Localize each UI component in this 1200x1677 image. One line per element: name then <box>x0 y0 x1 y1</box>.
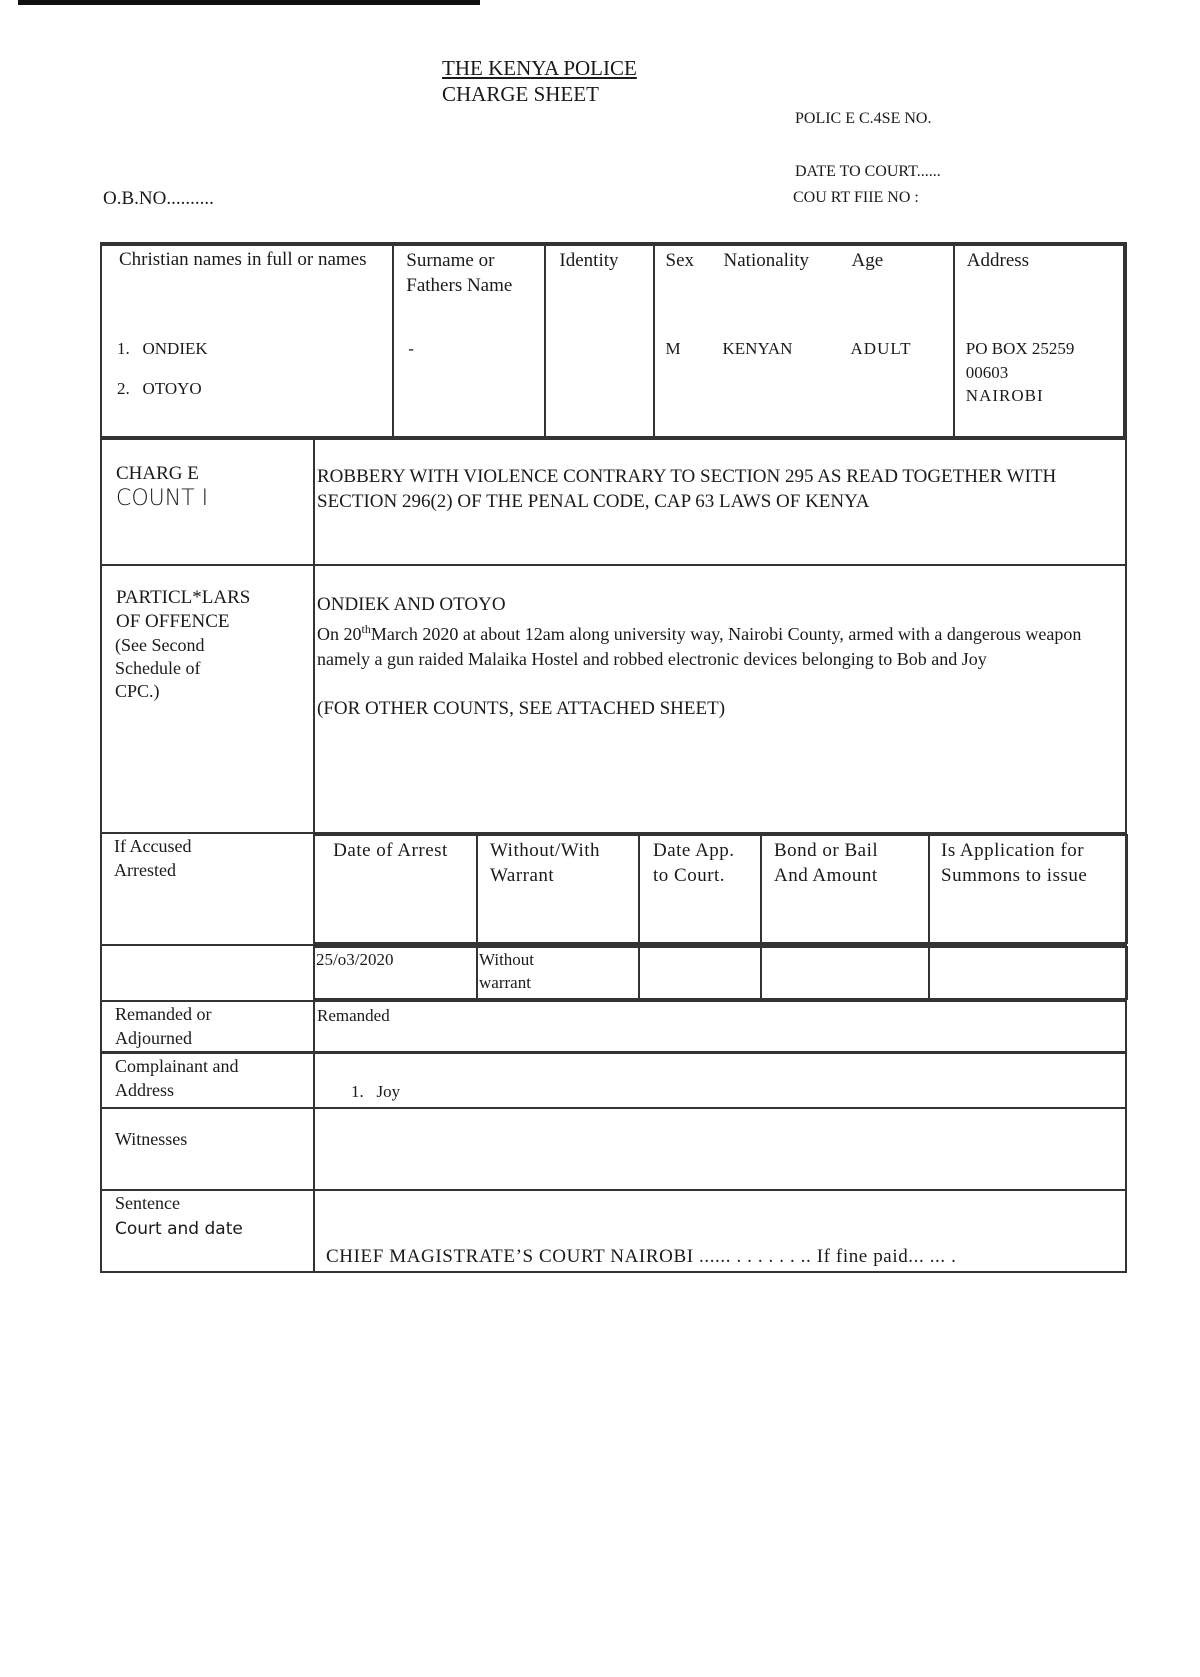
court-and-date-label: Court and date <box>115 1219 243 1239</box>
particulars-label-3: (See Second <box>115 635 205 655</box>
sentence-label: Sentence <box>115 1193 180 1213</box>
particulars-label-4: Schedule of <box>115 658 201 678</box>
particulars-label-2: OF OFFENCE <box>116 611 230 632</box>
complainant-value-cell <box>314 1053 1126 1109</box>
surname-value: - <box>408 339 414 358</box>
warrant-cell <box>477 947 639 999</box>
sentence-label-cell <box>101 1190 314 1272</box>
names-cell <box>102 245 393 437</box>
witnesses-row <box>101 1108 1126 1190</box>
accused-name-1: 1. ONDIEK <box>117 339 208 358</box>
complainant-label-cell <box>101 1053 314 1109</box>
charge-label: CHARG E <box>116 463 199 484</box>
accused-details-grid <box>102 244 1125 438</box>
warrant-header: Without/With Warrant <box>490 840 601 886</box>
summons-cell <box>929 947 1127 999</box>
particulars-text-cell <box>314 565 1126 833</box>
summons-header: Is Application for Summons to issue <box>941 840 1088 886</box>
particulars-other-counts: (FOR OTHER COUNTS, SEE ATTACHED SHEET) <box>317 698 726 719</box>
bond-header: Bond or Bail And Amount <box>774 840 879 886</box>
date-of-arrest-cell <box>315 947 477 999</box>
top-border-bar <box>18 0 480 5</box>
date-app-header: Date App. to Court. <box>653 840 735 886</box>
address-line-1: PO BOX 25259 <box>965 339 1075 358</box>
particulars-label-5: CPC.) <box>115 681 160 701</box>
date-of-arrest-value: 25/o3/2020 <box>316 950 394 969</box>
remanded-label: Remanded or Adjourned <box>115 1004 212 1048</box>
surname-cell <box>393 245 545 437</box>
particulars-row <box>101 565 1126 833</box>
names-header: Christian names in full or names <box>119 249 367 270</box>
address-header: Address <box>966 250 1030 271</box>
count-label: COUNT I <box>116 486 209 511</box>
age-header: Age <box>851 250 884 271</box>
complainant-row <box>101 1053 1126 1109</box>
particulars-date-sup: th <box>361 622 371 636</box>
witnesses-value-cell <box>314 1108 1126 1190</box>
arrest-headers-grid <box>315 834 1128 944</box>
sentence-value: CHIEF MAGISTRATE’S COURT NAIROBI ...... . . . . . . .. If fine paid... ... . <box>326 1246 957 1267</box>
date-app-header-cell <box>639 835 761 943</box>
charge-text-cell <box>314 439 1126 565</box>
remanded-row <box>101 1001 1126 1053</box>
police-case-no: POLIC E C.4SE NO. <box>795 110 932 127</box>
particulars-date-prefix: On 20 <box>317 624 362 644</box>
charge-sheet-table <box>100 242 1127 1273</box>
surname-header: Surname or Fathers Name <box>406 250 513 296</box>
particulars-body-text: March 2020 at about 12am along university way, Nairobi County, armed with a dangerous weapon namely a gun raided Malaika Hostel and robbed electronic devices belonging to Bob and Joy <box>317 624 1082 669</box>
arrest-values-row <box>101 945 1126 1001</box>
sentence-value-cell <box>314 1190 1126 1272</box>
complainant-value: 1. Joy <box>351 1082 401 1101</box>
summons-header-cell <box>929 835 1127 943</box>
accused-name-2: 2. OTOYO <box>117 379 202 398</box>
age-value: ADULT <box>850 339 912 358</box>
identity-header: Identity <box>559 250 619 271</box>
warrant-header-cell <box>477 835 639 943</box>
identity-cell <box>545 245 653 437</box>
arrest-values-spacer <box>101 945 314 1001</box>
charge-text: ROBBERY WITH VIOLENCE CONTRARY TO SECTION 295 AS READ TOGETHER WITH SECTION 296(2) OF THE PENAL CODE, CAP 63 LAWS OF KENYA <box>317 466 1057 512</box>
accused-details-row <box>101 243 1126 439</box>
court-file-no: COU RT FIIE NO : <box>793 189 919 206</box>
arrest-label: If Accused Arrested <box>114 836 192 880</box>
remanded-label-cell <box>101 1001 314 1053</box>
bond-cell <box>761 947 929 999</box>
arrest-header-row <box>101 833 1126 945</box>
remanded-value: Remanded <box>317 1006 390 1025</box>
document-org-title: THE KENYA POLICE <box>442 56 637 80</box>
arrest-values-grid <box>315 946 1128 1000</box>
address-line-3: NAIROBI <box>965 386 1044 405</box>
date-of-arrest-header-cell <box>315 835 477 943</box>
sex-header: Sex <box>665 250 695 271</box>
date-to-court: DATE TO COURT...... <box>795 163 941 180</box>
date-of-arrest-header: Date of Arrest <box>333 840 448 861</box>
particulars-accused: ONDIEK AND OTOYO <box>317 594 506 615</box>
arrest-headers-cell <box>314 833 1126 945</box>
complainant-label: Complainant and Address <box>115 1056 239 1100</box>
particulars-label-cell <box>101 565 314 833</box>
sentence-row <box>101 1190 1126 1272</box>
document-form-title: CHARGE SHEET <box>442 82 599 106</box>
address-cell <box>954 245 1124 437</box>
sex-nationality-age-cell <box>654 245 954 437</box>
nationality-value: KENYAN <box>722 339 793 358</box>
witnesses-label-cell <box>101 1108 314 1190</box>
warrant-value: Without warrant <box>479 950 535 992</box>
arrest-label-cell <box>101 833 314 945</box>
nationality-header: Nationality <box>723 250 809 271</box>
charge-label-cell <box>101 439 314 565</box>
sex-value: M <box>665 339 681 358</box>
charge-row <box>101 439 1126 565</box>
address-line-2: 00603 <box>965 363 1009 382</box>
date-app-cell <box>639 947 761 999</box>
remanded-value-cell <box>314 1001 1126 1053</box>
particulars-body <box>317 617 1117 672</box>
particulars-label-1: PARTICL*LARS <box>116 587 251 608</box>
bond-header-cell <box>761 835 929 943</box>
witnesses-label: Witnesses <box>115 1129 188 1149</box>
arrest-values-cell <box>314 945 1126 1001</box>
ob-number: O.B.NO.......... <box>103 188 214 209</box>
